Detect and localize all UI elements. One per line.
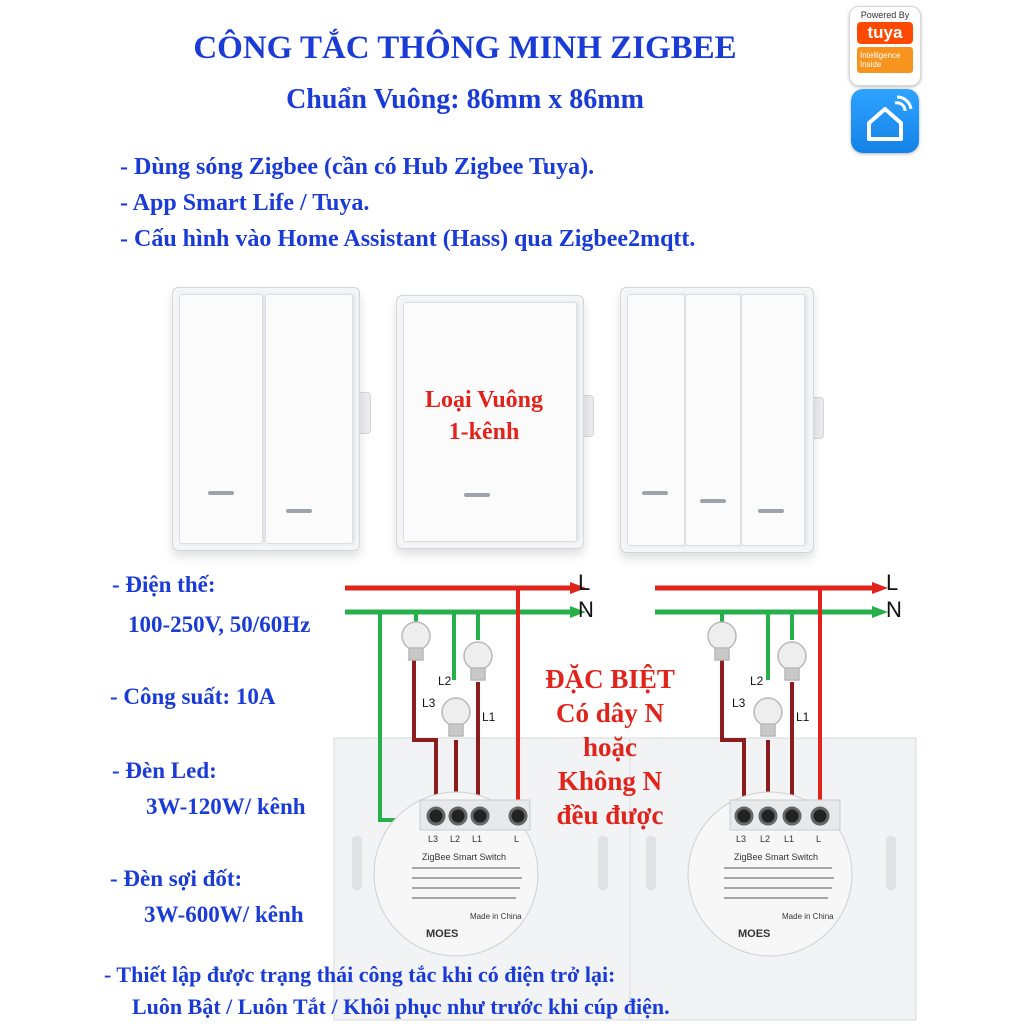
module-title: ZigBee Smart Switch: [734, 852, 819, 862]
wire-label-L3: L3: [732, 696, 746, 710]
special-line5: đều được: [556, 800, 664, 830]
module-made: Made in China: [782, 912, 834, 921]
spec-bulb-value: 3W-600W/ kênh: [144, 902, 304, 927]
page-title: CÔNG TẮC THÔNG MINH ZIGBEE: [193, 30, 737, 66]
footer-line1: - Thiết lập được trạng thái công tắc khi có điện trở lại:: [104, 962, 616, 987]
terminal-label: L2: [450, 834, 461, 844]
middle-label-line2: 1-kênh: [448, 419, 520, 445]
spec-led-value: 3W-120W/ kênh: [146, 794, 306, 819]
spec-power: - Công suất: 10A: [110, 684, 276, 709]
special-line3: hoặc: [583, 732, 637, 762]
middle-label-line1: Loại Vuông: [424, 387, 544, 413]
special-line1: ĐẶC BIỆT: [545, 664, 675, 694]
spec-voltage-value: 100-250V, 50/60Hz: [128, 612, 311, 637]
plate-slot: [646, 836, 656, 890]
terminal-label: L3: [428, 834, 439, 844]
intelligence-label: Intelligence Inside: [857, 47, 913, 73]
special-note: [520, 662, 700, 832]
terminal-label: L3: [736, 834, 747, 844]
module-brand: MOES: [426, 928, 459, 940]
spec-led-label: - Đèn Led:: [112, 758, 217, 783]
wire-label-L2: L2: [750, 674, 764, 688]
special-line2: Có dây N: [555, 698, 664, 728]
feature-zigbee: - Dùng sóng Zigbee (cần có Hub Zigbee Tuya).: [120, 154, 595, 180]
wire-label-L1: L1: [796, 710, 810, 724]
feature-hass: - Cấu hình vào Home Assistant (Hass) qua Zigbee2mqtt.: [120, 226, 696, 252]
feature-app: - App Smart Life / Tuya.: [120, 190, 370, 216]
terminal-label: L1: [784, 834, 795, 844]
label-L-left: L: [578, 570, 591, 595]
label-N-left: N: [578, 597, 594, 622]
page-subtitle: Chuẩn Vuông: 86mm x 86mm: [286, 84, 644, 115]
footer-line2: Luôn Bật / Luôn Tắt / Khôi phục như trước khi cúp điện.: [132, 994, 670, 1019]
terminal-label: L1: [472, 834, 483, 844]
terminal-label: L2: [760, 834, 771, 844]
module-made: Made in China: [470, 912, 522, 921]
wire-label-L1: L1: [482, 710, 496, 724]
terminal-label: L: [816, 834, 822, 844]
spec-voltage-label: - Điện thế:: [112, 572, 216, 597]
powered-by-label: Powered By: [860, 10, 910, 20]
module-brand: MOES: [738, 928, 771, 940]
spec-bulb-label: - Đèn sợi đốt:: [110, 866, 243, 891]
special-line4: Không N: [557, 766, 663, 796]
plate-slot: [886, 836, 896, 890]
plate-slot: [598, 836, 608, 890]
module-title: ZigBee Smart Switch: [422, 852, 507, 862]
tuya-logo: tuya: [857, 22, 913, 44]
wire-label-L2: L2: [438, 674, 452, 688]
wire-label-L3: L3: [422, 696, 436, 710]
plate-slot: [352, 836, 362, 890]
label-N-right: N: [886, 597, 902, 622]
label-L-right: L: [886, 570, 899, 595]
terminal-label: L: [514, 834, 520, 844]
